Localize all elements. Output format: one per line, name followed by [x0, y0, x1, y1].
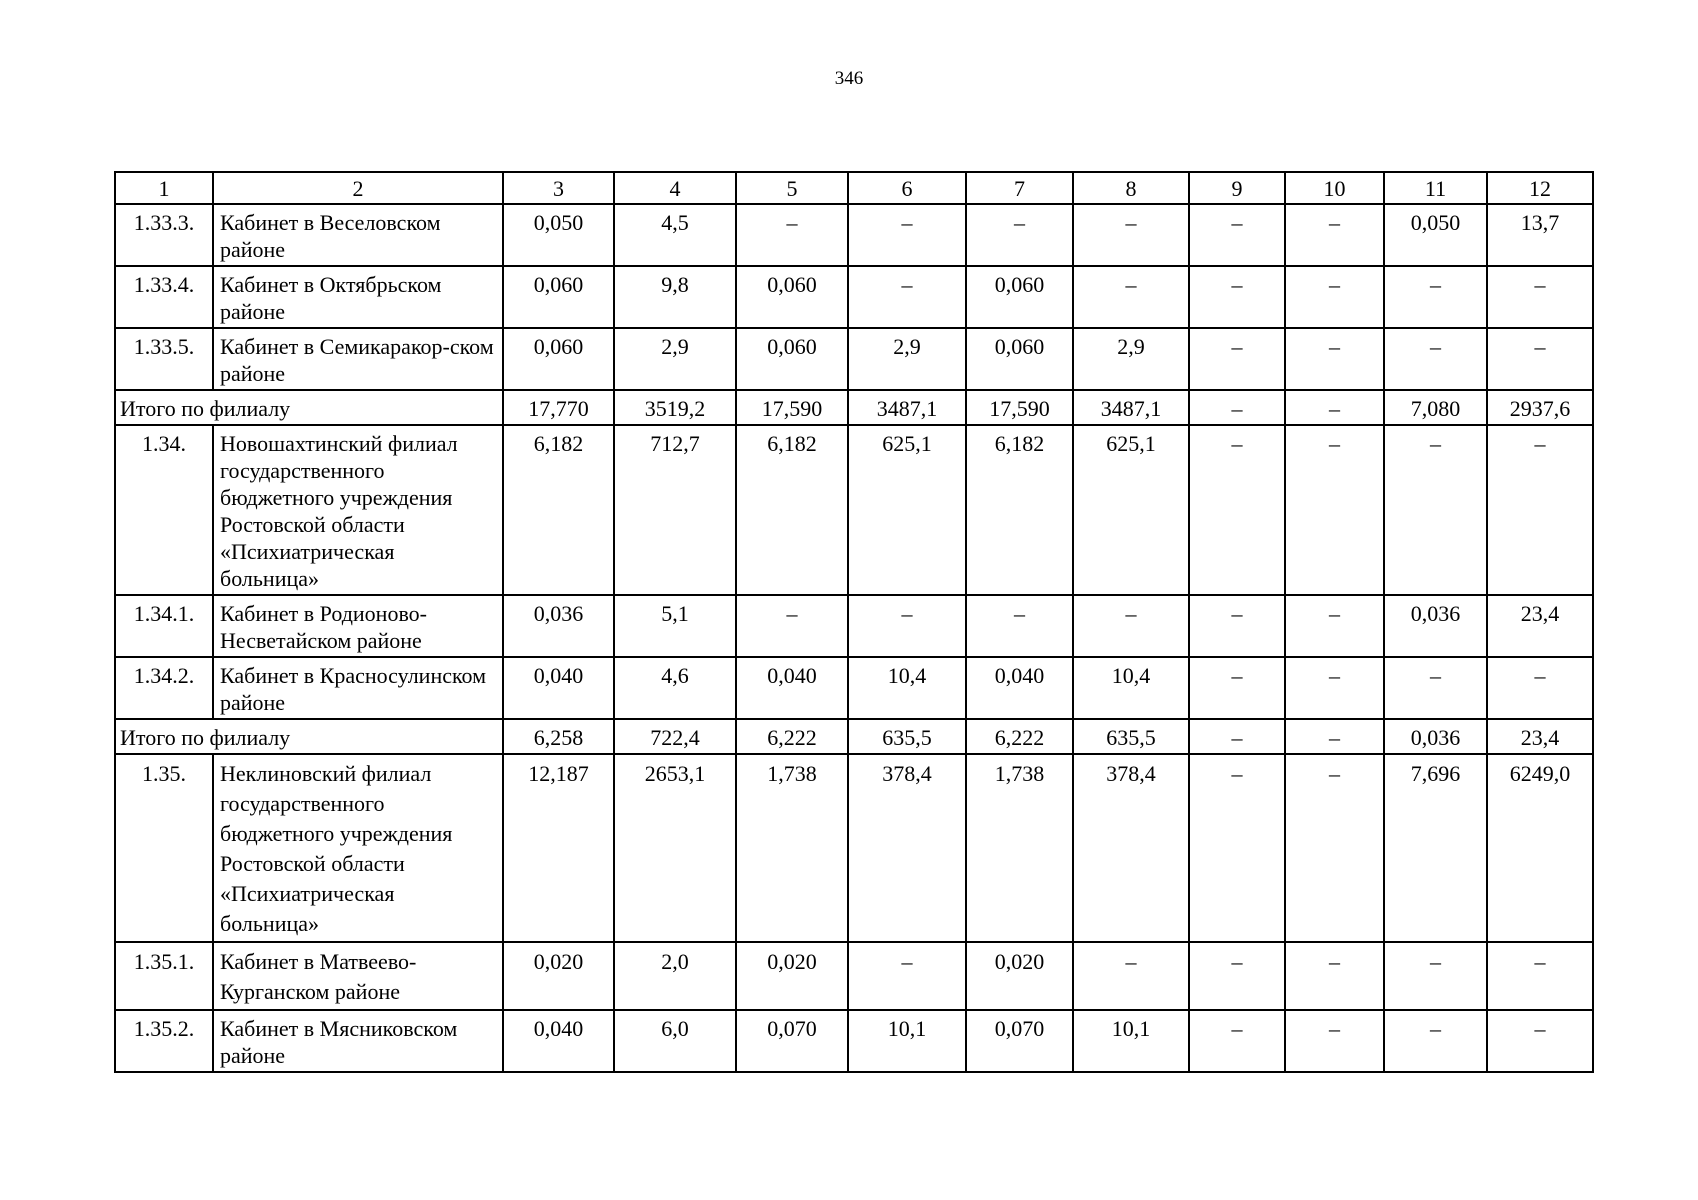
cell-value: –: [1189, 1010, 1285, 1072]
cell-value: 4,6: [614, 657, 736, 719]
cell-value: 0,036: [1384, 719, 1487, 754]
cell-value: 0,060: [966, 266, 1073, 328]
cell-value: –: [1285, 204, 1384, 266]
row-code: 1.33.5.: [115, 328, 213, 390]
row-code: 1.34.2.: [115, 657, 213, 719]
table-row: [115, 1010, 1593, 1072]
column-number-header: 11: [1384, 172, 1487, 204]
cell-value: 3487,1: [848, 390, 966, 425]
cell-value: 4,5: [614, 204, 736, 266]
cell-value: –: [1384, 425, 1487, 595]
cell-value: 0,036: [1384, 595, 1487, 657]
cell-value: 6249,0: [1487, 754, 1593, 942]
cell-value: 0,020: [503, 942, 614, 1010]
cell-value: 3487,1: [1073, 390, 1189, 425]
cell-value: 378,4: [1073, 754, 1189, 942]
cell-value: –: [1073, 266, 1189, 328]
cell-value: 2,9: [848, 328, 966, 390]
cell-value: –: [966, 204, 1073, 266]
cell-value: 10,4: [1073, 657, 1189, 719]
cell-value: –: [1285, 719, 1384, 754]
cell-value: 7,080: [1384, 390, 1487, 425]
cell-value: 12,187: [503, 754, 614, 942]
row-name: Кабинет в Матвеево-Курганском районе: [213, 942, 503, 1010]
cell-value: –: [1189, 266, 1285, 328]
column-number-row: [115, 172, 1593, 204]
cell-value: 7,696: [1384, 754, 1487, 942]
cell-value: 10,1: [1073, 1010, 1189, 1072]
cell-value: –: [1285, 390, 1384, 425]
cell-value: 10,4: [848, 657, 966, 719]
column-number-header: 4: [614, 172, 736, 204]
row-name: Кабинет в Родионово-Несветайском районе: [213, 595, 503, 657]
cell-value: –: [1189, 754, 1285, 942]
cell-value: 0,060: [503, 266, 614, 328]
cell-value: 2,0: [614, 942, 736, 1010]
cell-value: 23,4: [1487, 719, 1593, 754]
cell-value: 17,770: [503, 390, 614, 425]
cell-value: 0,070: [966, 1010, 1073, 1072]
cell-value: 17,590: [736, 390, 848, 425]
cell-value: 712,7: [614, 425, 736, 595]
cell-value: –: [848, 942, 966, 1010]
cell-value: 635,5: [1073, 719, 1189, 754]
cell-value: –: [966, 595, 1073, 657]
cell-value: 0,050: [503, 204, 614, 266]
cell-value: –: [1285, 754, 1384, 942]
cell-value: 23,4: [1487, 595, 1593, 657]
column-number-header: 6: [848, 172, 966, 204]
cell-value: 6,182: [966, 425, 1073, 595]
cell-value: 625,1: [1073, 425, 1189, 595]
cell-value: –: [1285, 942, 1384, 1010]
cell-value: 5,1: [614, 595, 736, 657]
cell-value: –: [1384, 657, 1487, 719]
row-code: 1.33.3.: [115, 204, 213, 266]
cell-value: 0,050: [1384, 204, 1487, 266]
cell-value: 6,0: [614, 1010, 736, 1072]
cell-value: 0,040: [503, 1010, 614, 1072]
column-number-header: 2: [213, 172, 503, 204]
cell-value: 0,060: [736, 266, 848, 328]
cell-value: 635,5: [848, 719, 966, 754]
row-name: Неклиновский филиал государственного бюджетного учреждения Ростовской области «Психиатрическая больница»: [213, 754, 503, 942]
cell-value: 0,036: [503, 595, 614, 657]
cell-value: –: [848, 266, 966, 328]
cell-value: 1,738: [966, 754, 1073, 942]
cell-value: –: [736, 595, 848, 657]
cell-value: –: [1073, 595, 1189, 657]
cell-value: –: [1384, 266, 1487, 328]
cell-value: 0,060: [736, 328, 848, 390]
total-row: [115, 390, 1593, 425]
column-number-header: 12: [1487, 172, 1593, 204]
cell-value: –: [1073, 204, 1189, 266]
table-row: [115, 942, 1593, 1010]
total-label: Итого по филиалу: [115, 390, 503, 425]
table-row: [115, 328, 1593, 390]
row-code: 1.34.1.: [115, 595, 213, 657]
cell-value: –: [1285, 328, 1384, 390]
cell-value: –: [1285, 595, 1384, 657]
cell-value: 9,8: [614, 266, 736, 328]
cell-value: –: [1487, 942, 1593, 1010]
cell-value: 17,590: [966, 390, 1073, 425]
column-number-header: 1: [115, 172, 213, 204]
cell-value: 0,040: [736, 657, 848, 719]
cell-value: 3519,2: [614, 390, 736, 425]
cell-value: –: [1189, 595, 1285, 657]
total-row: [115, 719, 1593, 754]
table-body: [115, 172, 1593, 1072]
table-row: [115, 595, 1593, 657]
column-number-header: 3: [503, 172, 614, 204]
cell-value: –: [1285, 425, 1384, 595]
cell-value: –: [1487, 1010, 1593, 1072]
cell-value: –: [1285, 1010, 1384, 1072]
row-code: 1.35.2.: [115, 1010, 213, 1072]
cell-value: 2,9: [1073, 328, 1189, 390]
cell-value: 6,258: [503, 719, 614, 754]
column-number-header: 10: [1285, 172, 1384, 204]
cell-value: –: [1189, 328, 1285, 390]
cell-value: –: [1285, 266, 1384, 328]
cell-value: –: [848, 595, 966, 657]
row-name: Новошахтинский филиал государственного бюджетного учреждения Ростовской области «Психиатрическая больница»: [213, 425, 503, 595]
cell-value: –: [1384, 328, 1487, 390]
cell-value: 6,182: [503, 425, 614, 595]
cell-value: –: [1487, 657, 1593, 719]
cell-value: –: [848, 204, 966, 266]
row-name: Кабинет в Мясниковском районе: [213, 1010, 503, 1072]
cell-value: 0,060: [503, 328, 614, 390]
cell-value: –: [1487, 328, 1593, 390]
cell-value: 6,222: [966, 719, 1073, 754]
cell-value: –: [1384, 942, 1487, 1010]
cell-value: –: [1189, 719, 1285, 754]
cell-value: 0,040: [503, 657, 614, 719]
cell-value: –: [1189, 657, 1285, 719]
row-name: Кабинет в Красносулинском районе: [213, 657, 503, 719]
row-code: 1.35.1.: [115, 942, 213, 1010]
cell-value: 2,9: [614, 328, 736, 390]
row-code: 1.33.4.: [115, 266, 213, 328]
table-row: [115, 266, 1593, 328]
cell-value: 0,020: [966, 942, 1073, 1010]
row-code: 1.35.: [115, 754, 213, 942]
column-number-header: 5: [736, 172, 848, 204]
table-row: [115, 425, 1593, 595]
cell-value: –: [1487, 425, 1593, 595]
cell-value: 378,4: [848, 754, 966, 942]
row-name: Кабинет в Семикаракор-ском районе: [213, 328, 503, 390]
cell-value: –: [1189, 390, 1285, 425]
row-code: 1.34.: [115, 425, 213, 595]
cell-value: 2653,1: [614, 754, 736, 942]
cell-value: 13,7: [1487, 204, 1593, 266]
cell-value: –: [1285, 657, 1384, 719]
cell-value: 6,222: [736, 719, 848, 754]
cell-value: 625,1: [848, 425, 966, 595]
cell-value: –: [736, 204, 848, 266]
table-row: [115, 204, 1593, 266]
table-row: [115, 657, 1593, 719]
cell-value: –: [1073, 942, 1189, 1010]
cell-value: 0,070: [736, 1010, 848, 1072]
row-name: Кабинет в Октябрьском районе: [213, 266, 503, 328]
total-label: Итого по филиалу: [115, 719, 503, 754]
column-number-header: 7: [966, 172, 1073, 204]
cell-value: 0,020: [736, 942, 848, 1010]
cell-value: 6,182: [736, 425, 848, 595]
cell-value: 2937,6: [1487, 390, 1593, 425]
cell-value: –: [1189, 204, 1285, 266]
data-table: [114, 171, 1594, 1073]
cell-value: –: [1189, 425, 1285, 595]
cell-value: –: [1189, 942, 1285, 1010]
column-number-header: 8: [1073, 172, 1189, 204]
cell-value: 722,4: [614, 719, 736, 754]
cell-value: –: [1487, 266, 1593, 328]
table-row: [115, 754, 1593, 942]
row-name: Кабинет в Веселовском районе: [213, 204, 503, 266]
column-number-header: 9: [1189, 172, 1285, 204]
page-number: 346: [834, 68, 864, 89]
cell-value: 0,040: [966, 657, 1073, 719]
cell-value: 0,060: [966, 328, 1073, 390]
cell-value: 1,738: [736, 754, 848, 942]
cell-value: –: [1384, 1010, 1487, 1072]
cell-value: 10,1: [848, 1010, 966, 1072]
